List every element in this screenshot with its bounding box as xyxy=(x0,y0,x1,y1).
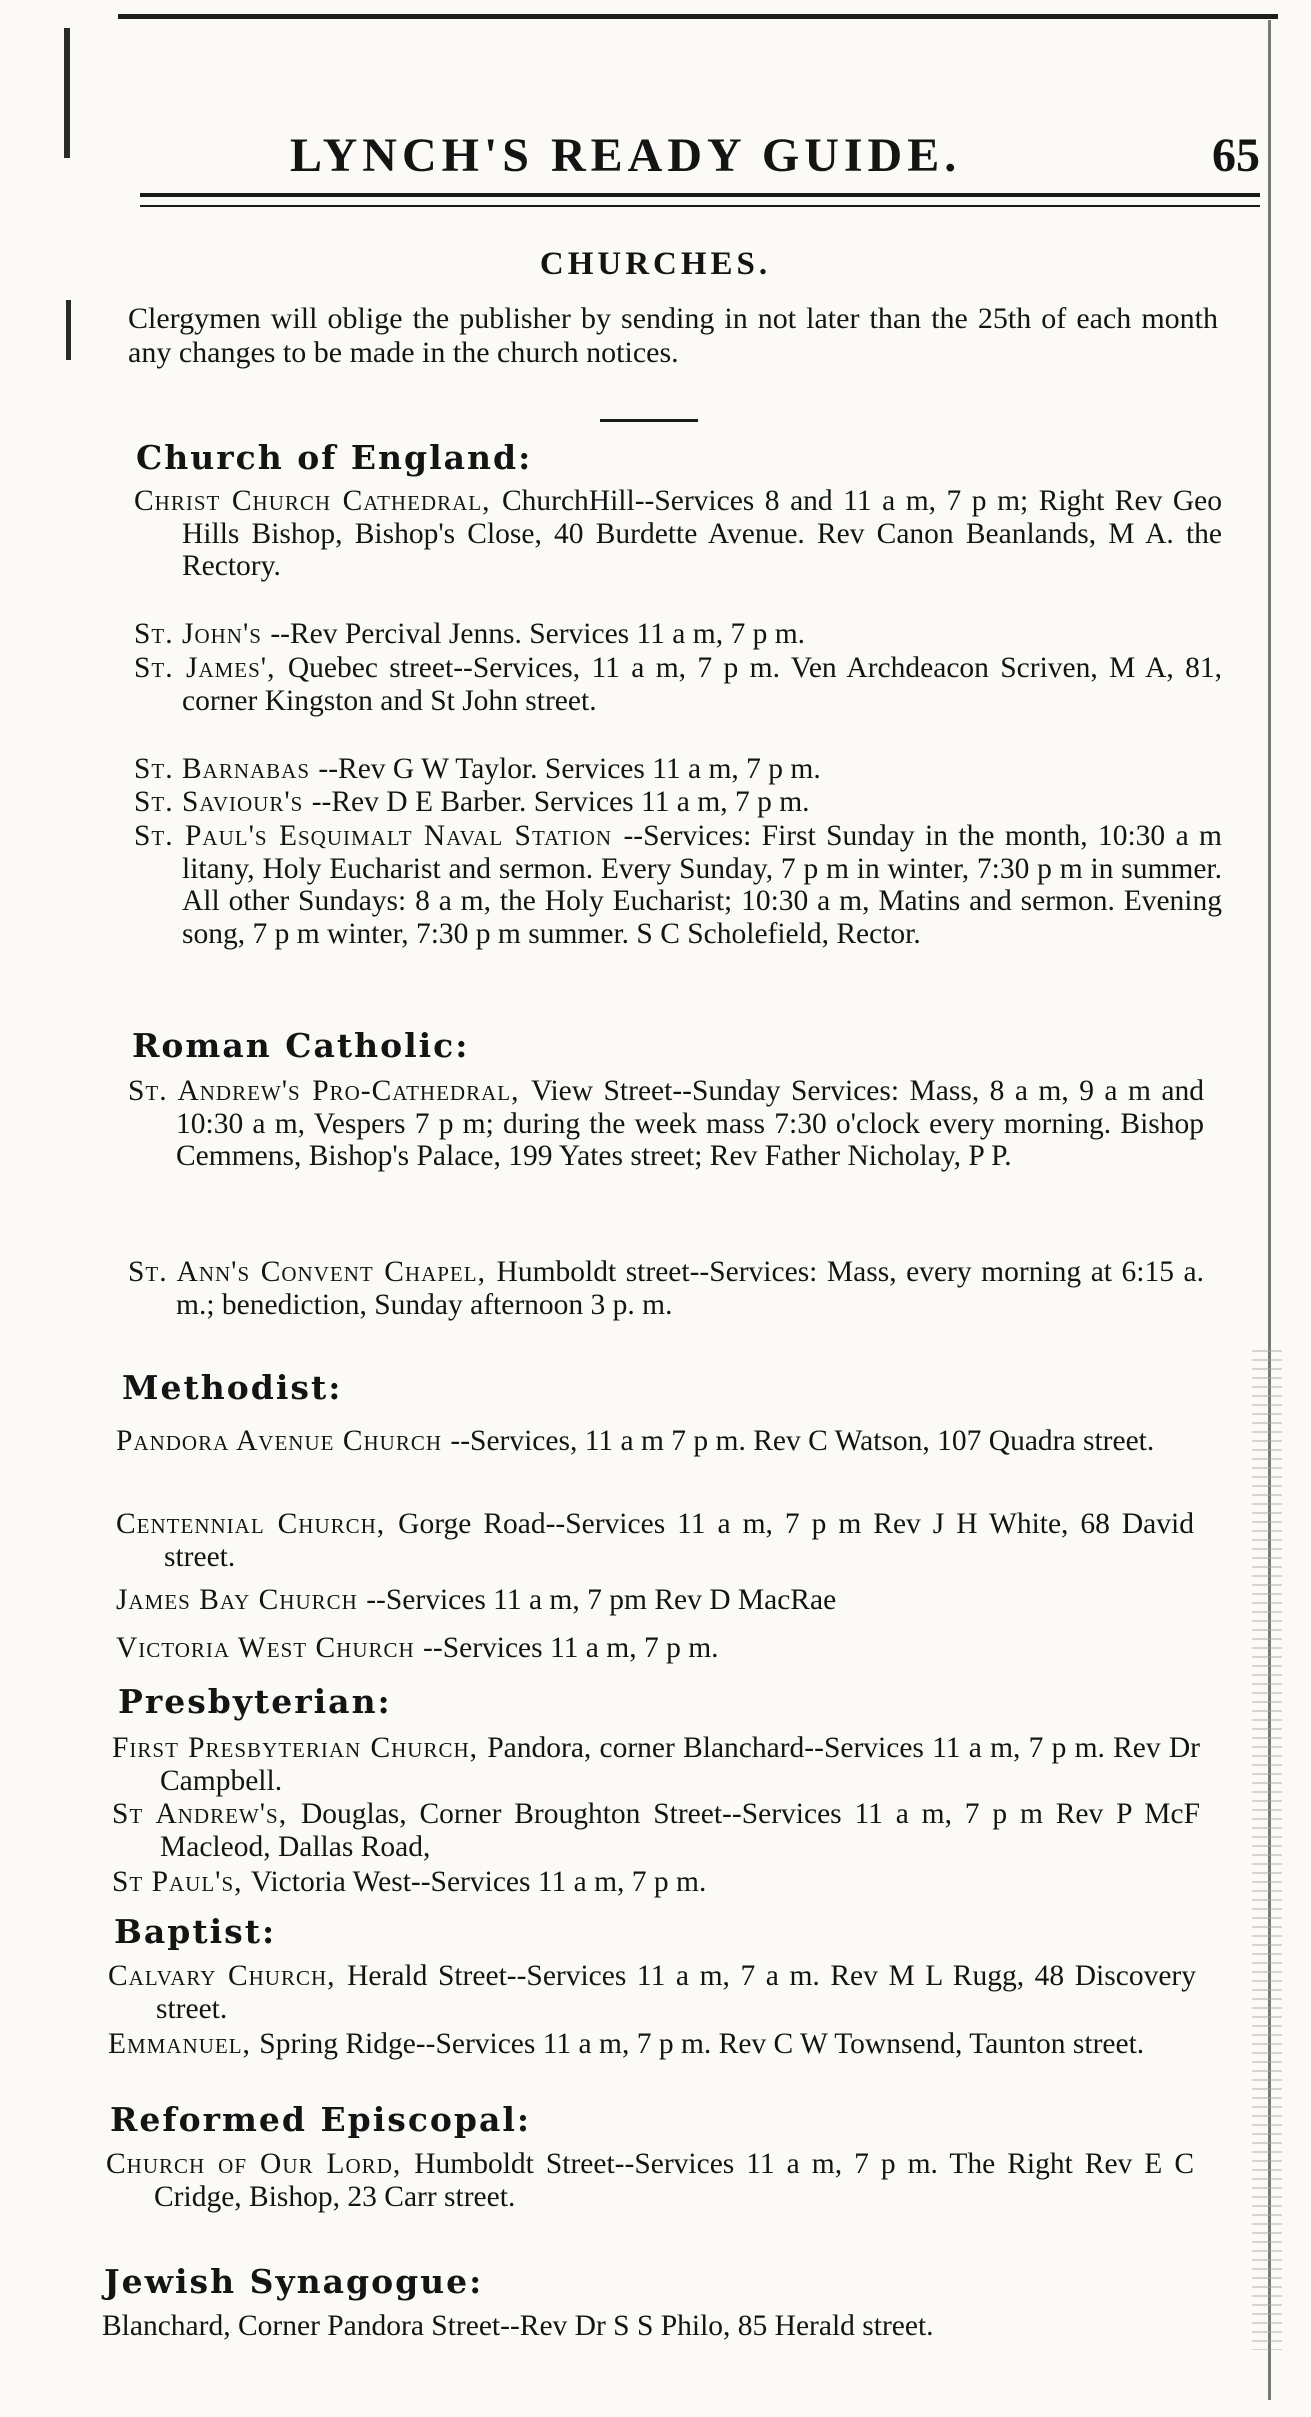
church-details: Gorge Road--Services 11 a m, 7 p m Rev J H White, 68 David street. xyxy=(164,1508,1194,1573)
church-name: St. Ann's Convent Chapel, xyxy=(128,1256,497,1288)
denomination-heading: Church of England: xyxy=(136,438,533,477)
church-details: Spring Ridge--Services 11 a m, 7 p m. Rev C W Townsend, Taunton street. xyxy=(259,2028,1145,2060)
church-details: --Services 11 a m, 7 p m. xyxy=(423,1632,719,1664)
church-name: St. Saviour's xyxy=(134,786,312,818)
church-details: --Rev D E Barber. Services 11 a m, 7 p m. xyxy=(311,786,810,818)
church-entry xyxy=(116,1508,1194,1573)
church-name: First Presbyterian Church, xyxy=(112,1732,488,1764)
church-entry xyxy=(134,820,1222,950)
church-entry xyxy=(116,1418,1194,1465)
church-name: Emmanuel, xyxy=(108,2028,260,2060)
church-name: Church of Our Lord, xyxy=(106,2148,415,2180)
denomination-heading: Jewish Synagogue: xyxy=(104,2262,484,2301)
denomination-heading: Roman Catholic: xyxy=(132,1026,470,1065)
church-details: --Services: First Sunday in the month, 10:30 a m litany, Holy Eucharist and sermon. Every Sunday, 7 p m in winter, 7:30 p m in summer. All other Sundays: 8 a m, the Holy Eucharist; 10:30 a m, Matins and sermon. Evening song, 7 p m winter, 7:30 p m summer. S C Scholefield, Rector. xyxy=(182,820,1222,950)
church-entry xyxy=(102,2310,1190,2343)
church-details: Herald Street--Services 11 a m, 7 a m. Rev M L Rugg, 48 Discovery street. xyxy=(156,1960,1196,2025)
church-details: Douglas, Corner Broughton Street--Services 11 a m, 7 p m Rev P McF Macleod, Dallas Road, xyxy=(160,1798,1200,1863)
intro-paragraph: Clergymen will oblige the publisher by sending in not later than the 25th of each month any changes to be made in the church notices. xyxy=(128,302,1218,369)
short-divider xyxy=(600,419,698,422)
church-details: View Street--Sunday Services: Mass, 8 a m, 9 a m and 10:30 a m, Vespers 7 p m; during the week mass 7:30 o'clock every morning. Bishop Cemmens, Bishop's Palace, 199 Yates street; Rev Father Nicholay, P P. xyxy=(176,1075,1204,1172)
denomination-heading: Presbyterian: xyxy=(118,1682,392,1721)
church-details: Pandora, corner Blanchard--Services 11 a m, 7 p m. Rev Dr Campbell. xyxy=(160,1732,1200,1797)
top-border-rule xyxy=(118,14,1278,19)
church-entry xyxy=(112,1866,1200,1899)
page-header xyxy=(130,128,1260,198)
church-entry xyxy=(134,786,1222,819)
church-details: Blanchard, Corner Pandora Street--Rev Dr S S Philo, 85 Herald street. xyxy=(102,2310,934,2342)
church-entry xyxy=(108,1960,1196,2025)
church-name: St. John's xyxy=(134,618,271,650)
church-entry xyxy=(128,1256,1204,1321)
church-name: St. Andrew's Pro-Cathedral, xyxy=(128,1075,531,1107)
denomination-heading: Reformed Episcopal: xyxy=(110,2100,532,2139)
section-heading: CHURCHES. xyxy=(539,246,772,282)
running-title: LYNCH'S READY GUIDE. xyxy=(290,129,962,182)
denomination-heading: Methodist: xyxy=(122,1368,343,1407)
church-details: ChurchHill--Services 8 and 11 a m, 7 p m; Right Rev Geo Hills Bishop, Bishop's Close, 40 Burdette Avenue. Rev Canon Beanlands, M A. the Rectory. xyxy=(182,485,1222,582)
church-entry xyxy=(134,753,1222,786)
church-entry xyxy=(134,652,1222,717)
church-name: St. Barnabas xyxy=(134,753,319,785)
church-name: St Andrew's, xyxy=(112,1798,301,1830)
left-margin-mark xyxy=(66,300,71,360)
church-entry xyxy=(112,1732,1200,1797)
church-entry xyxy=(116,1584,1194,1617)
church-details: --Rev Percival Jenns. Services 11 a m, 7 p m. xyxy=(270,618,806,650)
church-name: Victoria West Church xyxy=(116,1632,424,1664)
church-name: St Paul's, xyxy=(112,1866,251,1898)
church-name: Pandora Avenue Church xyxy=(116,1425,451,1457)
left-margin-bar xyxy=(64,28,70,158)
church-entry xyxy=(108,2028,1196,2061)
church-entry xyxy=(106,2148,1194,2213)
church-name: Centennial Church, xyxy=(116,1508,399,1540)
church-entry xyxy=(128,1075,1204,1173)
header-rule-thin xyxy=(140,205,1260,207)
church-details: Victoria West--Services 11 a m, 7 p m. xyxy=(250,1866,707,1898)
church-name: Christ Church Cathedral, xyxy=(134,485,502,517)
church-entry xyxy=(134,485,1222,583)
church-name: Calvary Church, xyxy=(108,1960,348,1992)
church-name: James Bay Church xyxy=(116,1584,367,1616)
church-name: St. Paul's Esquimalt Naval Station xyxy=(134,820,624,852)
denomination-heading: Baptist: xyxy=(114,1912,277,1951)
right-edge-texture xyxy=(1252,1350,1282,2350)
church-entry xyxy=(116,1632,1194,1665)
church-details: --Rev G W Taylor. Services 11 a m, 7 p m. xyxy=(318,753,821,785)
church-entry xyxy=(112,1798,1200,1863)
page-number: 65 xyxy=(1212,129,1260,182)
church-details: Quebec street--Services, 11 a m, 7 p m. Ven Archdeacon Scriven, M A, 81, corner Kingston and St John street. xyxy=(182,652,1223,717)
church-name: St. James', xyxy=(134,652,288,684)
header-rule-thick xyxy=(140,193,1260,197)
church-details: --Services, 11 a m 7 p m. Rev C Watson, 107 Quadra street. xyxy=(450,1425,1155,1457)
church-details: --Services 11 a m, 7 pm Rev D MacRae xyxy=(366,1584,837,1616)
church-details: Humboldt street--Services: Mass, every morning at 6:15 a. m.; benediction, Sunday afternoon 3 p. m. xyxy=(176,1256,1204,1321)
church-entry xyxy=(134,618,1222,651)
church-details: Humboldt Street--Services 11 a m, 7 p m. The Right Rev E C Cridge, Bishop, 23 Carr street. xyxy=(154,2148,1194,2213)
